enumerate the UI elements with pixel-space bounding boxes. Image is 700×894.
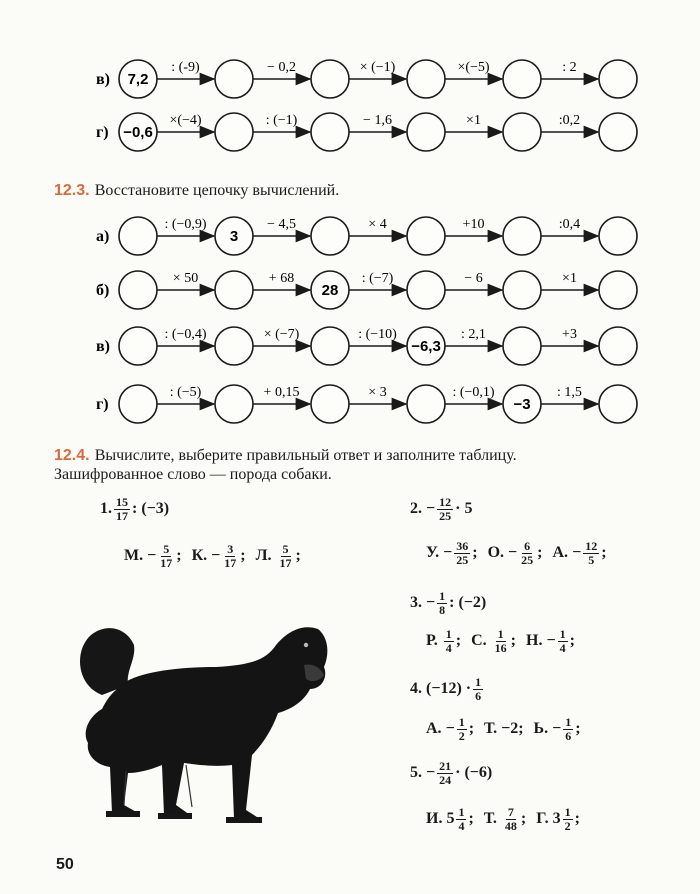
chain-operation: : (−7) [361,271,394,286]
option: М. − $\frac{5}{17}$ ; [124,542,182,570]
page-number: 50 [56,856,74,873]
chain-operation: − 6 [464,271,483,286]
chain-circle[interactable] [503,327,541,365]
chain-value: 28 [321,282,339,299]
option: Р. $\frac{1}{4}$ ; [426,627,462,655]
chain-operation: × (−1) [359,60,396,75]
chain-circle[interactable] [215,113,253,151]
option: Г. 3 $\frac{1}{2}$ ; [536,805,580,833]
chain-circle[interactable] [599,271,637,309]
chain-circle[interactable] [119,385,157,423]
problem-1 [100,496,169,522]
chain-operation: : (−5) [169,385,202,400]
expression-rest: : (−3) [132,500,170,518]
chain-operation: : (−10) [358,327,397,342]
chain-operation: : (−0,9) [164,217,207,232]
exercise-number: 12.3. [54,182,90,199]
option: А. − $\frac{1}{2}$ ; [426,715,475,743]
chain-circle[interactable] [407,60,445,98]
exercise-12-3-heading [54,180,339,200]
chain-circle[interactable] [311,385,349,423]
chain-operation: : 2,1 [461,327,486,342]
chain-operation: +10 [462,217,485,232]
chain-label: в) [96,71,110,88]
chain-operation: + 0,15 [263,385,300,400]
chain-circle[interactable] [119,217,157,255]
chain-value: 7,2 [127,71,149,88]
option: К. − $\frac{3}{17}$ ; [191,542,246,570]
problem-3: 3. − $\frac{1}{8}$ : (−2) [410,589,487,617]
dog-illustration [66,605,336,830]
chain-operation: − 0,2 [267,60,296,75]
chain-value: 3 [229,228,239,245]
option: С. $\frac{1}{16}$ ; [471,627,516,655]
problem-number: 1. [100,500,112,518]
exercise-text-line2: Зашифрованное слово — порода собаки. [54,466,332,483]
answer-options-4 [426,716,591,742]
chain-circle[interactable] [407,113,445,151]
chain-label: г) [96,396,109,413]
chain-operation: − 1,6 [363,113,392,128]
chain-circle[interactable] [503,271,541,309]
chain-value: −6,3 [411,338,441,355]
answer-options-1 [124,543,311,569]
chain-operation: ×(−5) [457,60,490,75]
chain-circle[interactable] [599,385,637,423]
chain-operation: × 4 [368,217,387,232]
chain-circle[interactable] [215,327,253,365]
problem-5: 5. − $\frac{21}{24}$ · (−6) [410,759,493,787]
chain-label: г) [96,124,109,141]
chain-operation: +3 [562,327,577,342]
option: А. − $\frac{12}{5}$ ; [552,539,607,567]
chain-label: б) [96,282,110,299]
chain-circle[interactable] [311,217,349,255]
exercise-number: 12.4. [54,447,90,464]
chain-circle[interactable] [503,113,541,151]
chain-circle[interactable] [311,60,349,98]
chain-operation: × (−7) [263,327,300,342]
chain-circle[interactable] [407,385,445,423]
fraction: $\frac{15}{17}$ [116,495,128,523]
chain-label: в) [96,338,110,355]
chain-circle[interactable] [407,217,445,255]
answer-options-5 [426,806,590,832]
option: У. − $\frac{36}{25}$ ; [426,539,478,567]
option: Л. $\frac{5}{17}$ ; [255,542,301,570]
chain-circle[interactable] [119,271,157,309]
chain-circle[interactable] [599,60,637,98]
chain-circle[interactable] [119,327,157,365]
option: О. − $\frac{6}{25}$ ; [487,539,543,567]
exercise-12-4-heading [54,445,517,465]
chain-operation: : 1,5 [557,385,582,400]
problem-4: 4. (−12) · $\frac{1}{6}$ [410,675,482,703]
chain-circle[interactable] [215,385,253,423]
chain-circle[interactable] [599,327,637,365]
chain-operation: : 2 [562,60,577,75]
answer-options-3 [426,628,585,654]
chain-circle[interactable] [503,60,541,98]
chain-operation: : (-9) [171,60,200,75]
chain-circle[interactable] [311,113,349,151]
answer-options-2 [426,540,617,566]
chain-circle[interactable] [311,327,349,365]
option: Т. $\frac{7}{48}$ ; [483,805,527,833]
chain-circle[interactable] [599,217,637,255]
option: Н. − $\frac{1}{4}$ ; [526,627,575,655]
option: Ь. − $\frac{1}{6}$ ; [533,715,581,743]
chain-operation: − 4,5 [267,217,296,232]
chain-operation: : (−1) [265,113,298,128]
problem-2: 2. − $\frac{12}{25}$ · 5 [410,495,473,523]
chain-circle[interactable] [215,271,253,309]
chain-operation: ×(−4) [169,113,202,128]
chain-operation: :0,2 [558,113,581,128]
chain-operation: ×1 [466,113,481,128]
chain-operation: × 3 [368,385,387,400]
chain-value: −3 [513,396,531,413]
option: И. 5 $\frac{1}{4}$ ; [426,805,474,833]
chain-circle[interactable] [407,271,445,309]
chain-operation: :0,4 [558,217,581,232]
chain-operation: : (−0,1) [452,385,495,400]
chain-value: −0,6 [123,124,153,141]
chain-circle[interactable] [503,217,541,255]
chain-circle[interactable] [599,113,637,151]
chain-operation: ×1 [562,271,577,286]
exercise-text: Восстановите цепочку вычислений. [94,182,340,199]
option: Т. −2 ; [484,720,524,738]
chain-operation: : (−0,4) [164,327,207,342]
chain-operation: + 68 [268,271,295,286]
exercise-text-line1: Вычислите, выберите правильный ответ и заполните таблицу. [94,447,517,464]
chain-operation: × 50 [172,271,199,286]
chain-label: а) [96,228,110,245]
chain-circle[interactable] [215,60,253,98]
